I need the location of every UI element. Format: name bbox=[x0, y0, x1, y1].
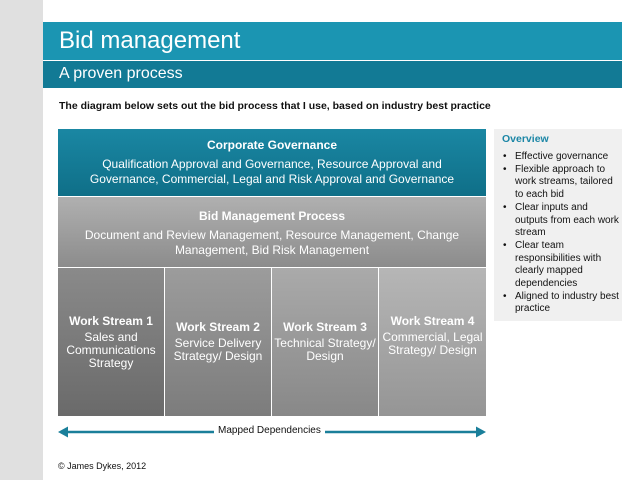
work-stream-2 bbox=[165, 268, 271, 416]
list-item: • Effective governance bbox=[503, 151, 609, 162]
work-stream-body: Sales and Communications Strategy bbox=[66, 330, 156, 370]
left-side-strip bbox=[0, 0, 43, 480]
governance-body: Qualification Approval and Governance, Resource Approval and Governance, Commercial, Legal and Risk Approval and Governance bbox=[89, 157, 455, 186]
work-stream-3 bbox=[272, 268, 378, 416]
work-stream-heading: Work Stream 2 bbox=[176, 320, 260, 334]
mapped-dependencies-label: Mapped Dependencies bbox=[214, 425, 325, 436]
page-title: Bid management bbox=[59, 27, 241, 54]
page-subtitle: A proven process bbox=[59, 65, 183, 82]
bullet-icon: • bbox=[503, 163, 507, 175]
list-item: • Clear team responsibilities with clearly mapped dependencies bbox=[503, 239, 602, 290]
work-stream-heading: Work Stream 3 bbox=[283, 320, 367, 334]
corporate-governance-block bbox=[58, 129, 486, 196]
list-item: • Flexible approach to work streams, tailored to each bid bbox=[503, 163, 613, 201]
bid-process-body: Document and Review Management, Resource Management, Change Management, Bid Risk Management bbox=[84, 228, 460, 257]
bullet-icon: • bbox=[503, 151, 507, 162]
work-stream-heading: Work Stream 4 bbox=[390, 314, 475, 328]
work-stream-body: Service Delivery Strategy/ Design bbox=[173, 336, 263, 363]
work-stream-heading: Work Stream 1 bbox=[69, 314, 153, 328]
list-item: • Clear inputs and outputs from each work stream bbox=[503, 201, 619, 239]
work-stream-body: Technical Strategy/ Design bbox=[274, 336, 376, 363]
bullet-icon: • bbox=[503, 201, 507, 213]
governance-heading: Corporate Governance bbox=[206, 138, 338, 152]
bid-management-process-block bbox=[58, 197, 486, 267]
work-stream-4 bbox=[379, 268, 486, 416]
work-stream-body: Commercial, Legal Strategy/ Design bbox=[382, 330, 483, 357]
bullet-icon: • bbox=[503, 290, 507, 302]
overview-title: Overview bbox=[502, 133, 549, 145]
overview-list bbox=[494, 151, 622, 316]
list-item: • Aligned to industry best practice bbox=[503, 290, 619, 315]
copyright-text: © James Dykes, 2012 bbox=[58, 461, 147, 471]
subtitle-bar bbox=[43, 61, 622, 88]
title-bar bbox=[43, 22, 622, 60]
overview-panel bbox=[494, 129, 622, 321]
bid-process-heading: Bid Management Process bbox=[198, 209, 346, 223]
bullet-icon: • bbox=[503, 239, 507, 251]
intro-text: The diagram below sets out the bid process that I use, based on industry best practice bbox=[59, 100, 491, 112]
work-stream-1 bbox=[58, 268, 164, 416]
